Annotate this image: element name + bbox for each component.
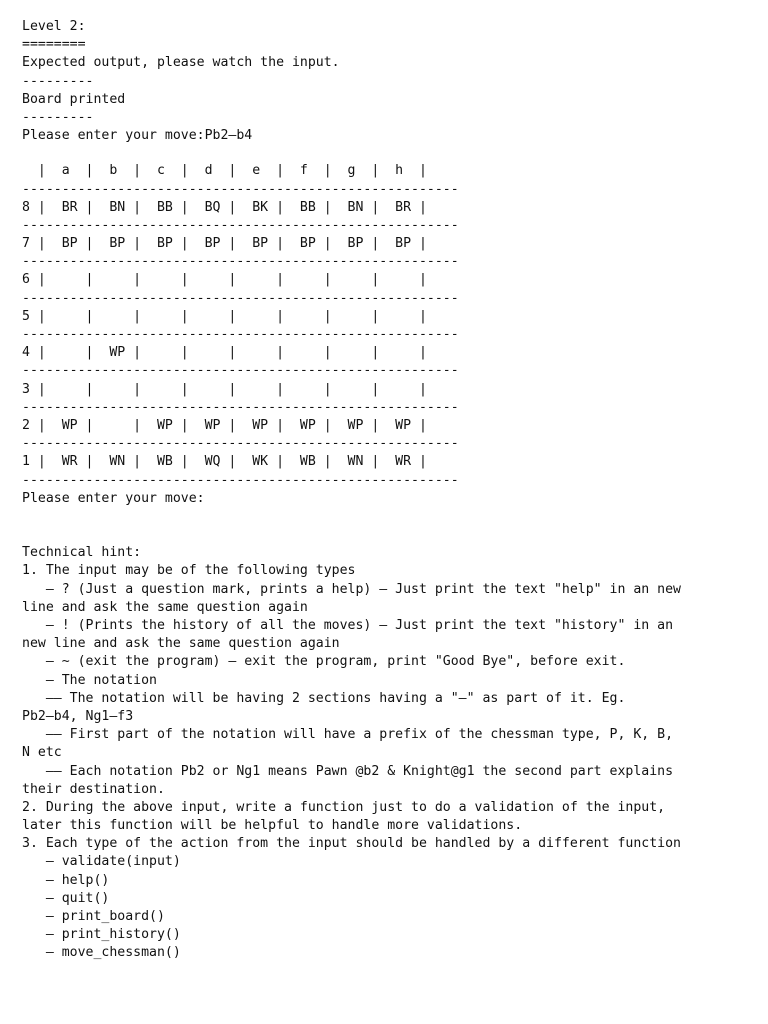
hint-function-item: — print_board()	[22, 909, 165, 924]
hint-function-item: — quit()	[22, 890, 110, 906]
hint-line: —— First part of the notation will have a prefix of the chessman type, P, K, B,	[22, 727, 674, 743]
hint-line: Pb2—b4, Ng1—f3	[22, 708, 134, 724]
separator: ---------	[22, 73, 94, 89]
board-divider: -------------------------------------------------------	[22, 472, 459, 488]
board-printed-text: Board printed	[22, 91, 126, 107]
hint-title: Technical hint:	[22, 545, 142, 561]
technical-hint	[22, 544, 762, 962]
hint-line: — ? (Just a question mark, prints a help) — Just print the text "help" in an new	[22, 581, 681, 597]
expected-output-text: Expected output, please watch the input.	[22, 55, 340, 71]
board-divider: -------------------------------------------------------	[22, 399, 459, 415]
move-prompt-with-input: Please enter your move:Pb2—b4	[22, 128, 253, 144]
hint-line: 1. The input may be of the following types	[22, 563, 356, 579]
board-rank-6: 6 | | | | | | | | |	[22, 272, 427, 288]
hint-function-item: — move_chessman()	[22, 945, 181, 961]
board-divider: -------------------------------------------------------	[22, 217, 459, 233]
board-divider: -------------------------------------------------------	[22, 254, 459, 270]
board-rank-8: 8 | BR | BN | BB | BQ | BK | BB | BN | BR |	[22, 199, 427, 215]
board-rank-5: 5 | | | | | | | | |	[22, 308, 427, 324]
hint-line: —— Each notation Pb2 or Ng1 means Pawn @b2 & Knight@g1 the second part explains	[22, 763, 674, 779]
board-divider: -------------------------------------------------------	[22, 181, 459, 197]
board-divider: -------------------------------------------------------	[22, 290, 459, 306]
board-divider: -------------------------------------------------------	[22, 327, 459, 342]
board-divider: -------------------------------------------------------	[22, 363, 459, 379]
board-rank-7: 7 | BP | BP | BP | BP | BP | BP | BP | BP |	[22, 236, 427, 252]
move-prompt: Please enter your move:	[22, 490, 205, 506]
hint-line: later this function will be helpful to handle more validations.	[22, 818, 523, 834]
hint-line: 3. Each type of the action from the input should be handled by a different function	[22, 836, 681, 852]
board-rank-2: 2 | WP | | WP | WP | WP | WP | WP | WP |	[22, 417, 427, 433]
hint-line: — ~ (exit the program) — exit the program, print "Good Bye", before exit.	[22, 654, 626, 670]
level-heading: Level 2:	[22, 19, 86, 34]
board-divider: -------------------------------------------------------	[22, 436, 459, 452]
console-output	[22, 18, 762, 963]
hint-line: their destination.	[22, 781, 165, 797]
board-file-header: | a | b | c | d | e | f | g | h |	[22, 163, 427, 179]
board-rank-3: 3 | | | | | | | | |	[22, 381, 427, 397]
hint-function-item: — print_history()	[22, 927, 181, 943]
hint-line: —— The notation will be having 2 sections having a "—" as part of it. Eg.	[22, 690, 626, 706]
board-rank-4: 4 | | WP | | | | | | |	[22, 345, 427, 361]
hint-line: 2. During the above input, write a function just to do a validation of the input,	[22, 799, 666, 815]
level-underline: ========	[22, 37, 86, 53]
separator: ---------	[22, 109, 94, 125]
hint-line: — The notation	[22, 672, 157, 688]
hint-function-item: — validate(input)	[22, 854, 181, 870]
hint-line: N etc	[22, 745, 62, 761]
chess-board	[22, 162, 762, 489]
board-rank-1: 1 | WR | WN | WB | WQ | WK | WB | WN | WR |	[22, 454, 427, 470]
hint-function-item: — help()	[22, 872, 110, 888]
hint-line: line and ask the same question again	[22, 599, 308, 615]
hint-line: — ! (Prints the history of all the moves) — Just print the text "history" in an	[22, 618, 674, 633]
hint-line: new line and ask the same question again	[22, 636, 340, 652]
